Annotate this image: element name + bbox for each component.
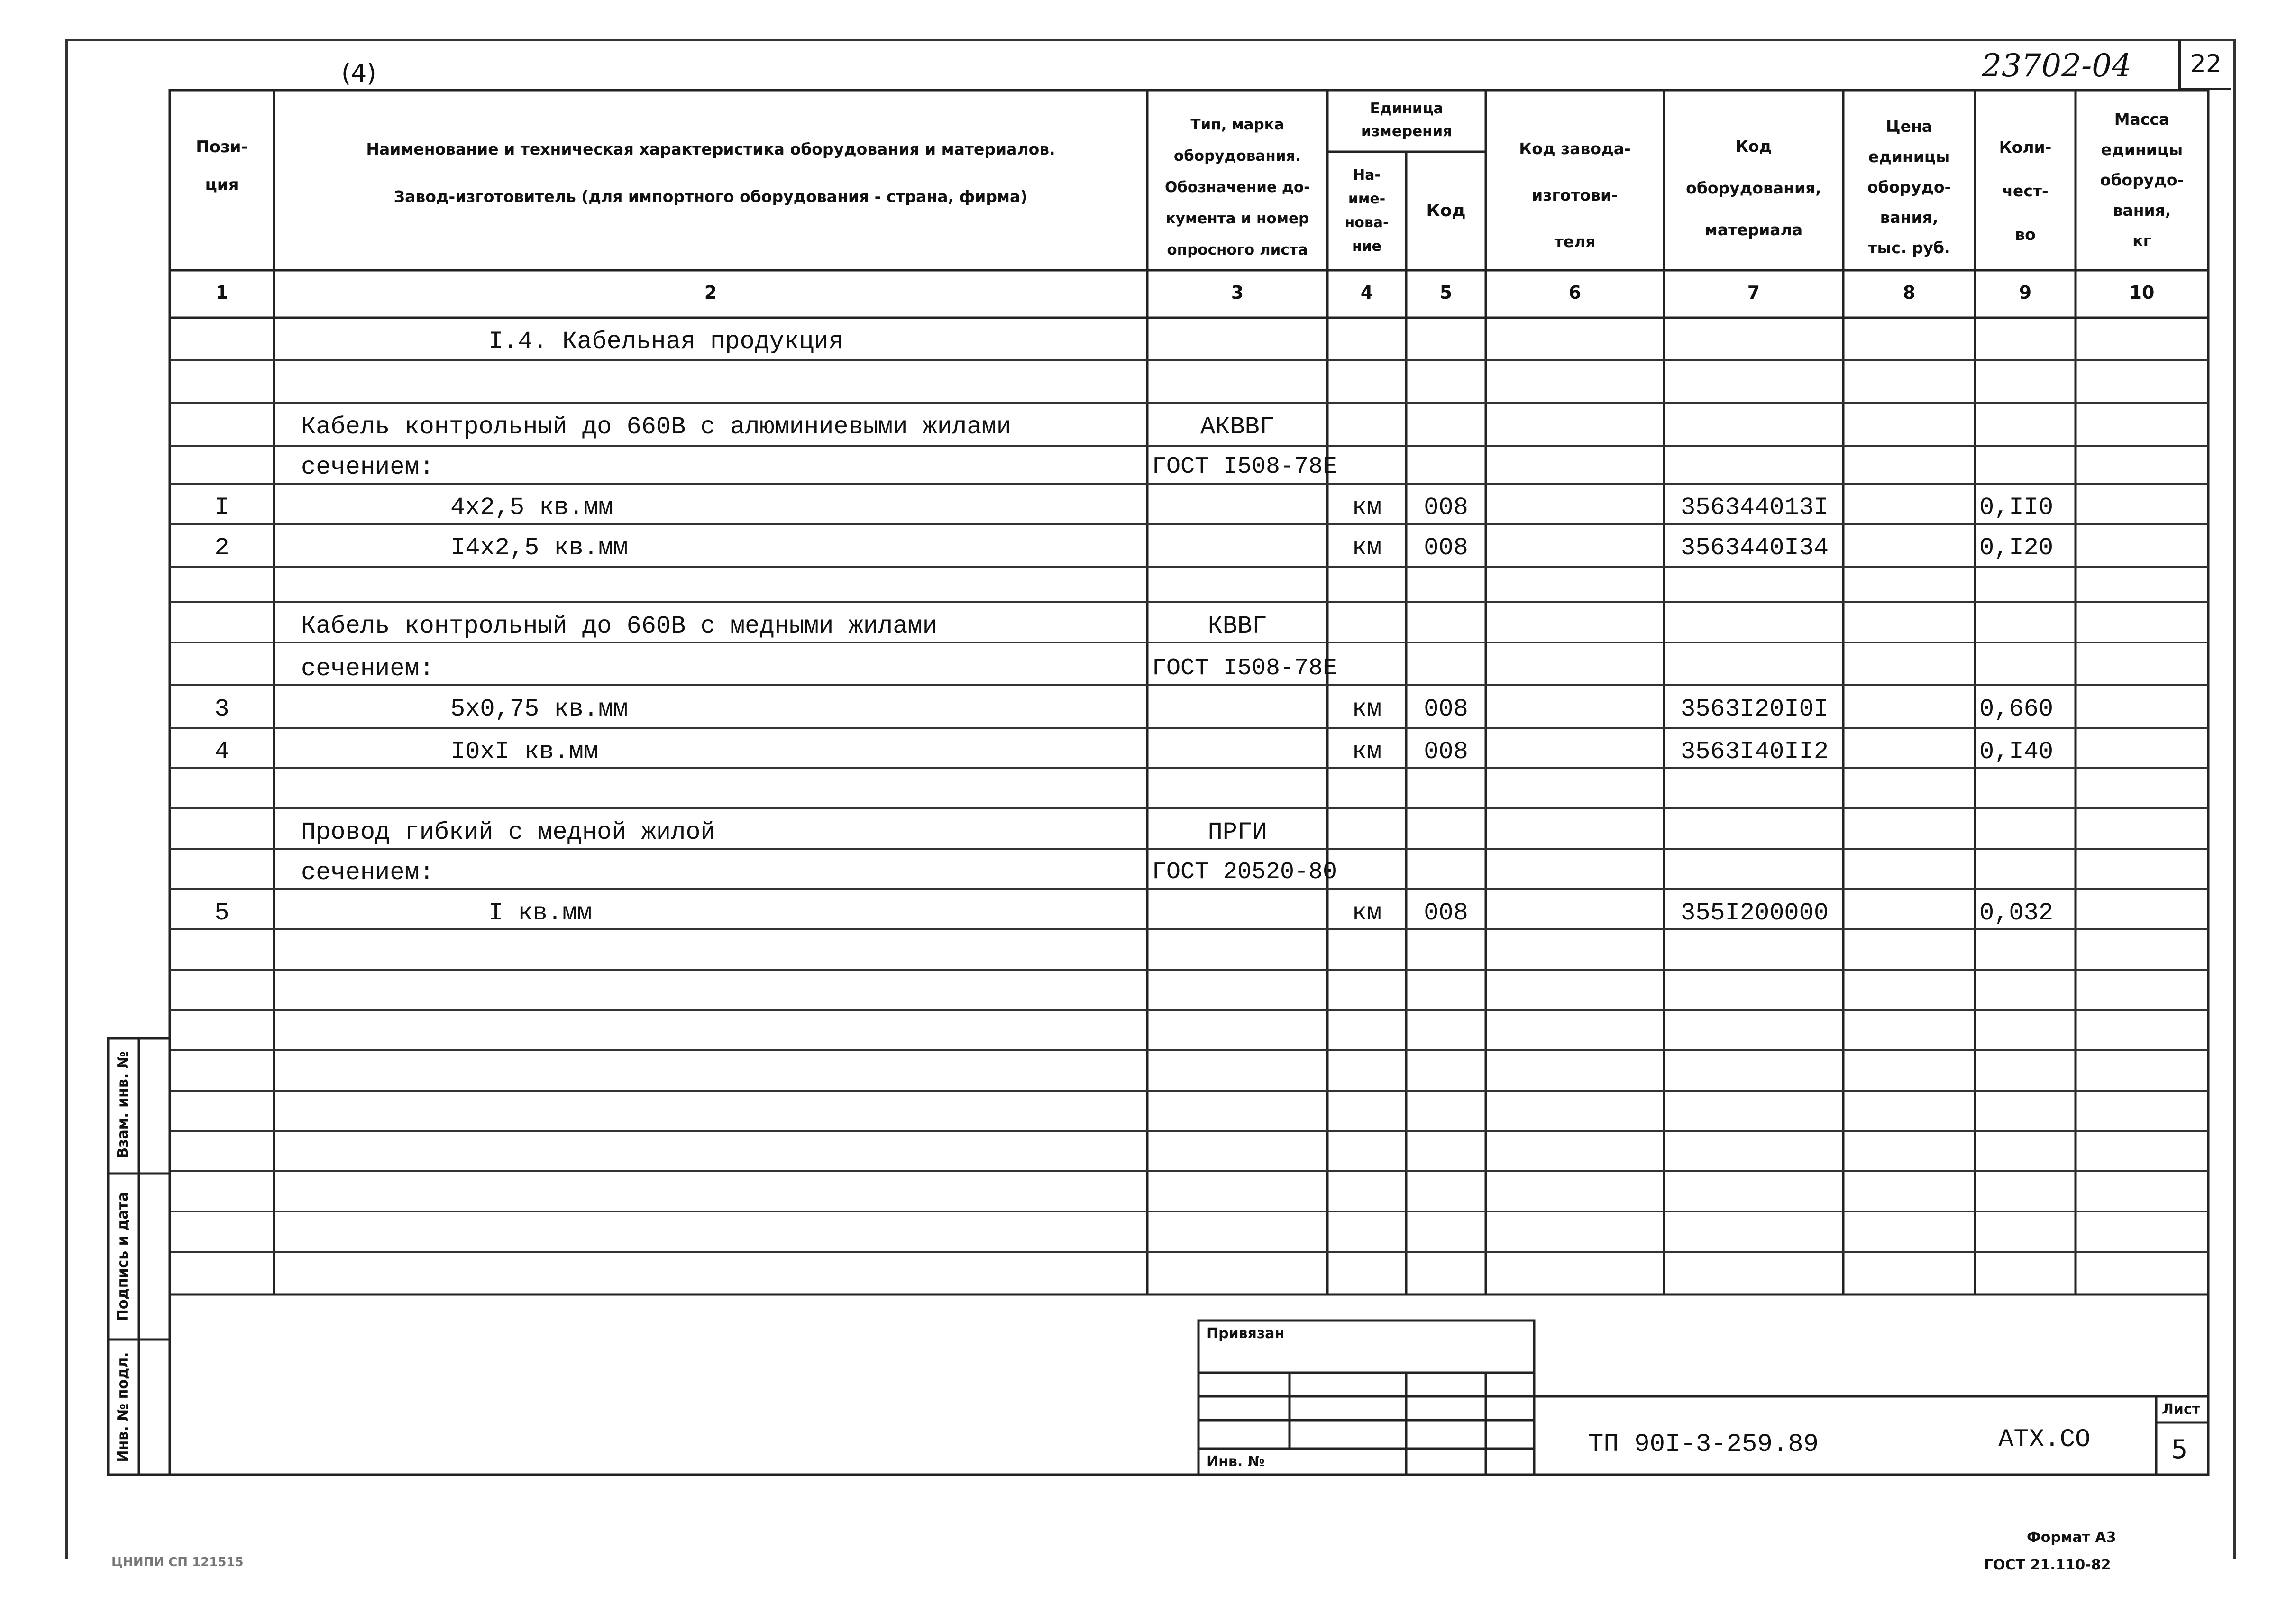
col-header-factory: Код завода- изготови- теля	[1519, 139, 1631, 251]
stamp-sheet-mark: АТХ.СО	[1998, 1425, 2091, 1454]
row-unit: км	[1352, 494, 1382, 522]
col-number-10: 10	[2129, 282, 2155, 303]
col-header-mass: Масса единицы оборудо- вания, кг	[2100, 110, 2184, 250]
row-type: ГОСТ I508-78Е	[1152, 655, 1337, 682]
col-header-pos: Пози- ция	[196, 138, 248, 194]
row-pos: 3	[214, 695, 229, 723]
row-name: I0хI кв.мм	[450, 738, 599, 766]
stamp-privyazan: Привязан	[1207, 1325, 1285, 1342]
row-name: сечением:	[301, 859, 434, 887]
side-label-inv: Инв. № подл.	[115, 1352, 131, 1462]
row-name: Кабель контрольный до 660В с медными жилами	[301, 612, 937, 640]
doc-number: 23702-04	[1982, 47, 2132, 84]
row-pos: I	[214, 494, 229, 522]
col-header-qty: Коли- чест- во	[1999, 138, 2052, 244]
footer-format: Формат А3	[2027, 1529, 2116, 1546]
row-unit-code: 008	[1424, 738, 1468, 766]
col-number-7: 7	[1747, 282, 1760, 303]
row-name: 5х0,75 кв.мм	[450, 695, 628, 723]
col-header-unit: Единица измерения	[1361, 100, 1453, 140]
row-unit: км	[1352, 695, 1382, 723]
col-number-5: 5	[1439, 282, 1453, 303]
side-label-podpis: Подпись и дата	[115, 1192, 131, 1321]
col-header-code: Код оборудования, материала	[1686, 137, 1821, 239]
stamp-list-number: 5	[2171, 1434, 2188, 1464]
col-number-3: 3	[1231, 282, 1244, 303]
row-name: I кв.мм	[488, 899, 592, 927]
page-number: 22	[2190, 50, 2222, 78]
row-pos: 2	[214, 534, 229, 562]
row-pos: 5	[214, 899, 229, 927]
row-name: I4х2,5 кв.мм	[450, 534, 628, 562]
col-header-price: Цена единицы оборудо- вания, тыс. руб.	[1867, 117, 1951, 257]
row-name: I.4. Кабельная продукция	[488, 328, 843, 356]
row-name: сечением:	[301, 655, 434, 683]
row-qty: 0,660	[1979, 695, 2054, 723]
col-header-name: Наименование и техническая характеристика оборудования и материалов. Завод-изготовитель (для импортного оборудования - страна, фирма)	[366, 140, 1055, 206]
row-qty: 0,I40	[1979, 738, 2054, 766]
side-label-vzam: Взам. инв. №	[115, 1051, 131, 1158]
row-type: КВВГ	[1207, 612, 1267, 640]
row-unit-code: 008	[1424, 899, 1468, 927]
row-unit: км	[1352, 899, 1382, 927]
row-qty: 0,II0	[1979, 494, 2054, 522]
footer-left-code: ЦНИПИ СП 121515	[111, 1555, 244, 1569]
row-unit-code: 008	[1424, 494, 1468, 522]
row-type: ГОСТ 20520-80	[1152, 859, 1337, 886]
col-header-unit-name: На- име- нова- ние	[1345, 167, 1389, 255]
col-number-2: 2	[704, 282, 717, 303]
row-unit-code: 008	[1424, 534, 1468, 562]
row-type: ПРГИ	[1207, 818, 1267, 846]
footer-gost: ГОСТ 21.110-82	[1984, 1557, 2111, 1573]
col-number-6: 6	[1568, 282, 1582, 303]
row-code: 3563440I34	[1681, 534, 1829, 562]
row-name: 4х2,5 кв.мм	[450, 494, 613, 522]
row-unit-code: 008	[1424, 695, 1468, 723]
row-unit: км	[1352, 738, 1382, 766]
col-number-1: 1	[215, 282, 229, 303]
row-name: сечением:	[301, 453, 434, 481]
position-tag: (4)	[341, 59, 376, 88]
row-qty: 0,032	[1979, 899, 2054, 927]
row-code: 3563I40II2	[1681, 738, 1829, 766]
row-name: Кабель контрольный до 660В с алюминиевыми жилами	[301, 413, 1011, 441]
row-qty: 0,I20	[1979, 534, 2054, 562]
row-code: 355I200000	[1681, 899, 1829, 927]
stamp-doc-code: ТП 90I-3-259.89	[1588, 1430, 1819, 1459]
row-type: ГОСТ I508-78Е	[1152, 453, 1337, 480]
col-number-9: 9	[2019, 282, 2032, 303]
row-name: Провод гибкий с медной жилой	[301, 818, 715, 846]
row-code: 3563I20I0I	[1681, 695, 1829, 723]
row-unit: км	[1352, 534, 1382, 562]
stamp-list-label: Лист	[2162, 1401, 2201, 1418]
col-header-unit-code: Код	[1426, 201, 1466, 220]
stamp-inv: Инв. №	[1207, 1453, 1265, 1470]
row-pos: 4	[214, 738, 229, 766]
col-header-type: Тип, марка оборудования. Обозначение до- кумента и номер опросного листа	[1164, 116, 1310, 258]
col-number-8: 8	[1903, 282, 1916, 303]
row-code: 356344013I	[1681, 494, 1829, 522]
row-type: АКВВГ	[1200, 413, 1275, 441]
col-number-4: 4	[1360, 282, 1373, 303]
